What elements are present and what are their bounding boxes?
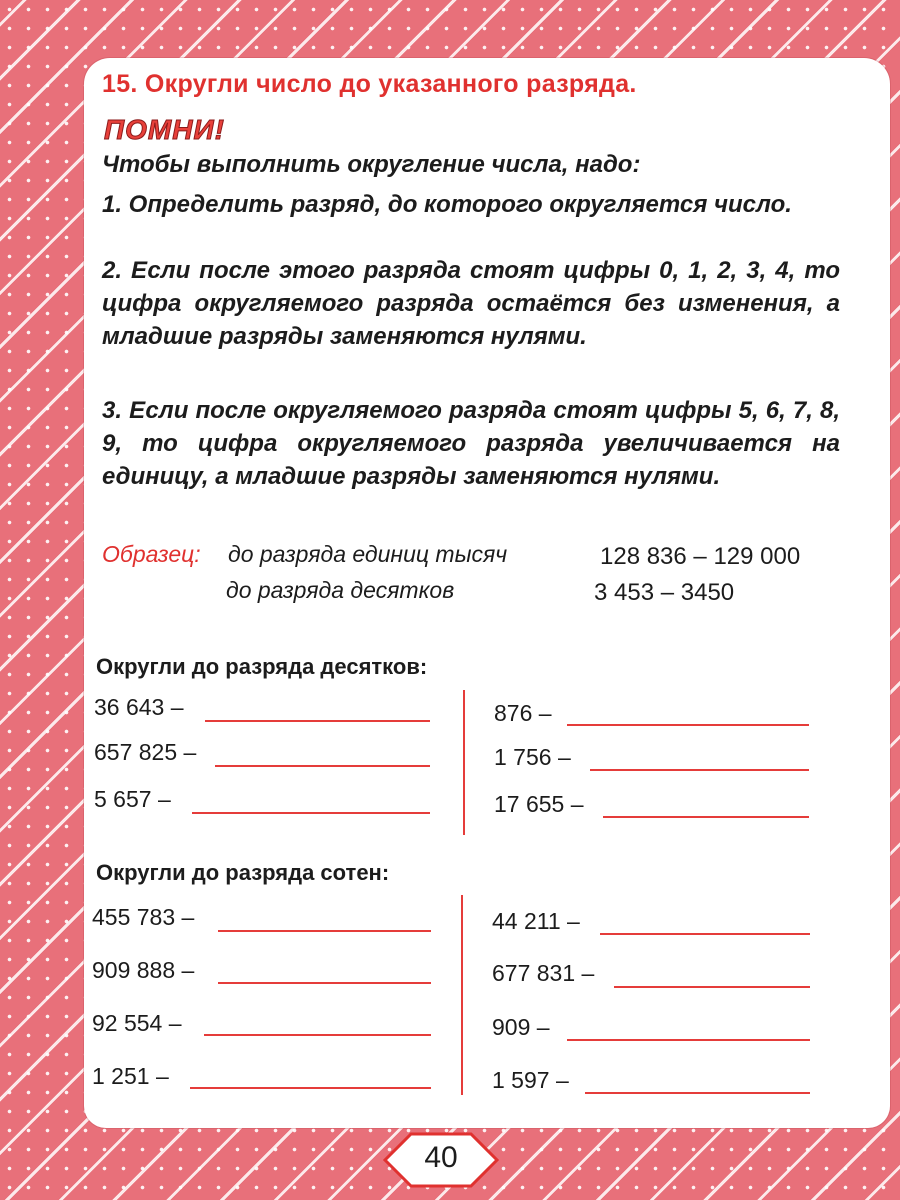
answer-line[interactable]	[567, 724, 809, 726]
answer-line[interactable]	[567, 1039, 810, 1041]
answer-line[interactable]	[190, 1087, 431, 1089]
sample-line2-text: до разряда десятков	[226, 577, 455, 603]
tens-left-item-2: 657 825 –	[94, 739, 197, 765]
rule-step-3: 3. Если после округляемого разряда стоят цифры 5, 6, 7, 8, 9, то цифра округляемого разряда увеличивается на единицу, а младшие разряды заменяются нулями.	[102, 397, 840, 490]
tens-heading: Округли до разряда десятков:	[96, 654, 428, 679]
hundreds-right-item-1: 44 211 –	[492, 908, 580, 934]
page-number: 40	[424, 1141, 458, 1174]
answer-line[interactable]	[603, 816, 809, 818]
hundreds-left-item-4: 1 251 –	[92, 1063, 169, 1089]
answer-line[interactable]	[215, 765, 430, 767]
column-divider	[461, 895, 463, 1095]
answer-line[interactable]	[218, 930, 431, 932]
hundreds-right-item-3: 909 –	[492, 1014, 550, 1040]
tens-left-item-1: 36 643 –	[94, 694, 184, 720]
tens-right-item-2: 1 756 –	[494, 744, 571, 770]
sample-line2-answer: 3 453 – 3450	[594, 579, 735, 606]
column-divider	[463, 690, 465, 835]
rule-intro: Чтобы выполнить округление числа, надо:	[102, 151, 641, 178]
remember-heading: ПОМНИ!	[104, 114, 225, 145]
rule-step-2: 2. Если после этого разряда стоят цифры 0, 1, 2, 3, 4, то цифра округляемого разряда остаётся без изменения, а младшие разряды заменяются нулями.	[102, 257, 840, 350]
hundreds-heading: Округли до разряда сотен:	[96, 860, 390, 885]
rule-step-1: 1. Определить разряд, до которого округляется число.	[102, 191, 792, 218]
answer-line[interactable]	[600, 933, 810, 935]
hundreds-left-item-3: 92 554 –	[92, 1010, 182, 1036]
tens-left-item-3: 5 657 –	[94, 786, 171, 812]
answer-line[interactable]	[218, 982, 431, 984]
exercise-title: 15. Округли число до указанного разряда.	[102, 70, 637, 98]
answer-line[interactable]	[204, 1034, 431, 1036]
hundreds-right-item-2: 677 831 –	[492, 960, 595, 986]
sample-line1-answer: 128 836 – 129 000	[600, 543, 801, 570]
hundreds-left-item-1: 455 783 –	[92, 904, 195, 930]
answer-line[interactable]	[192, 812, 430, 814]
answer-line[interactable]	[585, 1092, 810, 1094]
tens-right-item-1: 876 –	[494, 700, 552, 726]
tens-right-item-3: 17 655 –	[494, 791, 584, 817]
hundreds-right-item-4: 1 597 –	[492, 1067, 569, 1093]
answer-line[interactable]	[614, 986, 810, 988]
sample-label: Образец:	[102, 541, 201, 567]
sample-line1-text: до разряда единиц тысяч	[228, 541, 508, 567]
answer-line[interactable]	[205, 720, 430, 722]
answer-line[interactable]	[590, 769, 809, 771]
hundreds-left-item-2: 909 888 –	[92, 957, 195, 983]
